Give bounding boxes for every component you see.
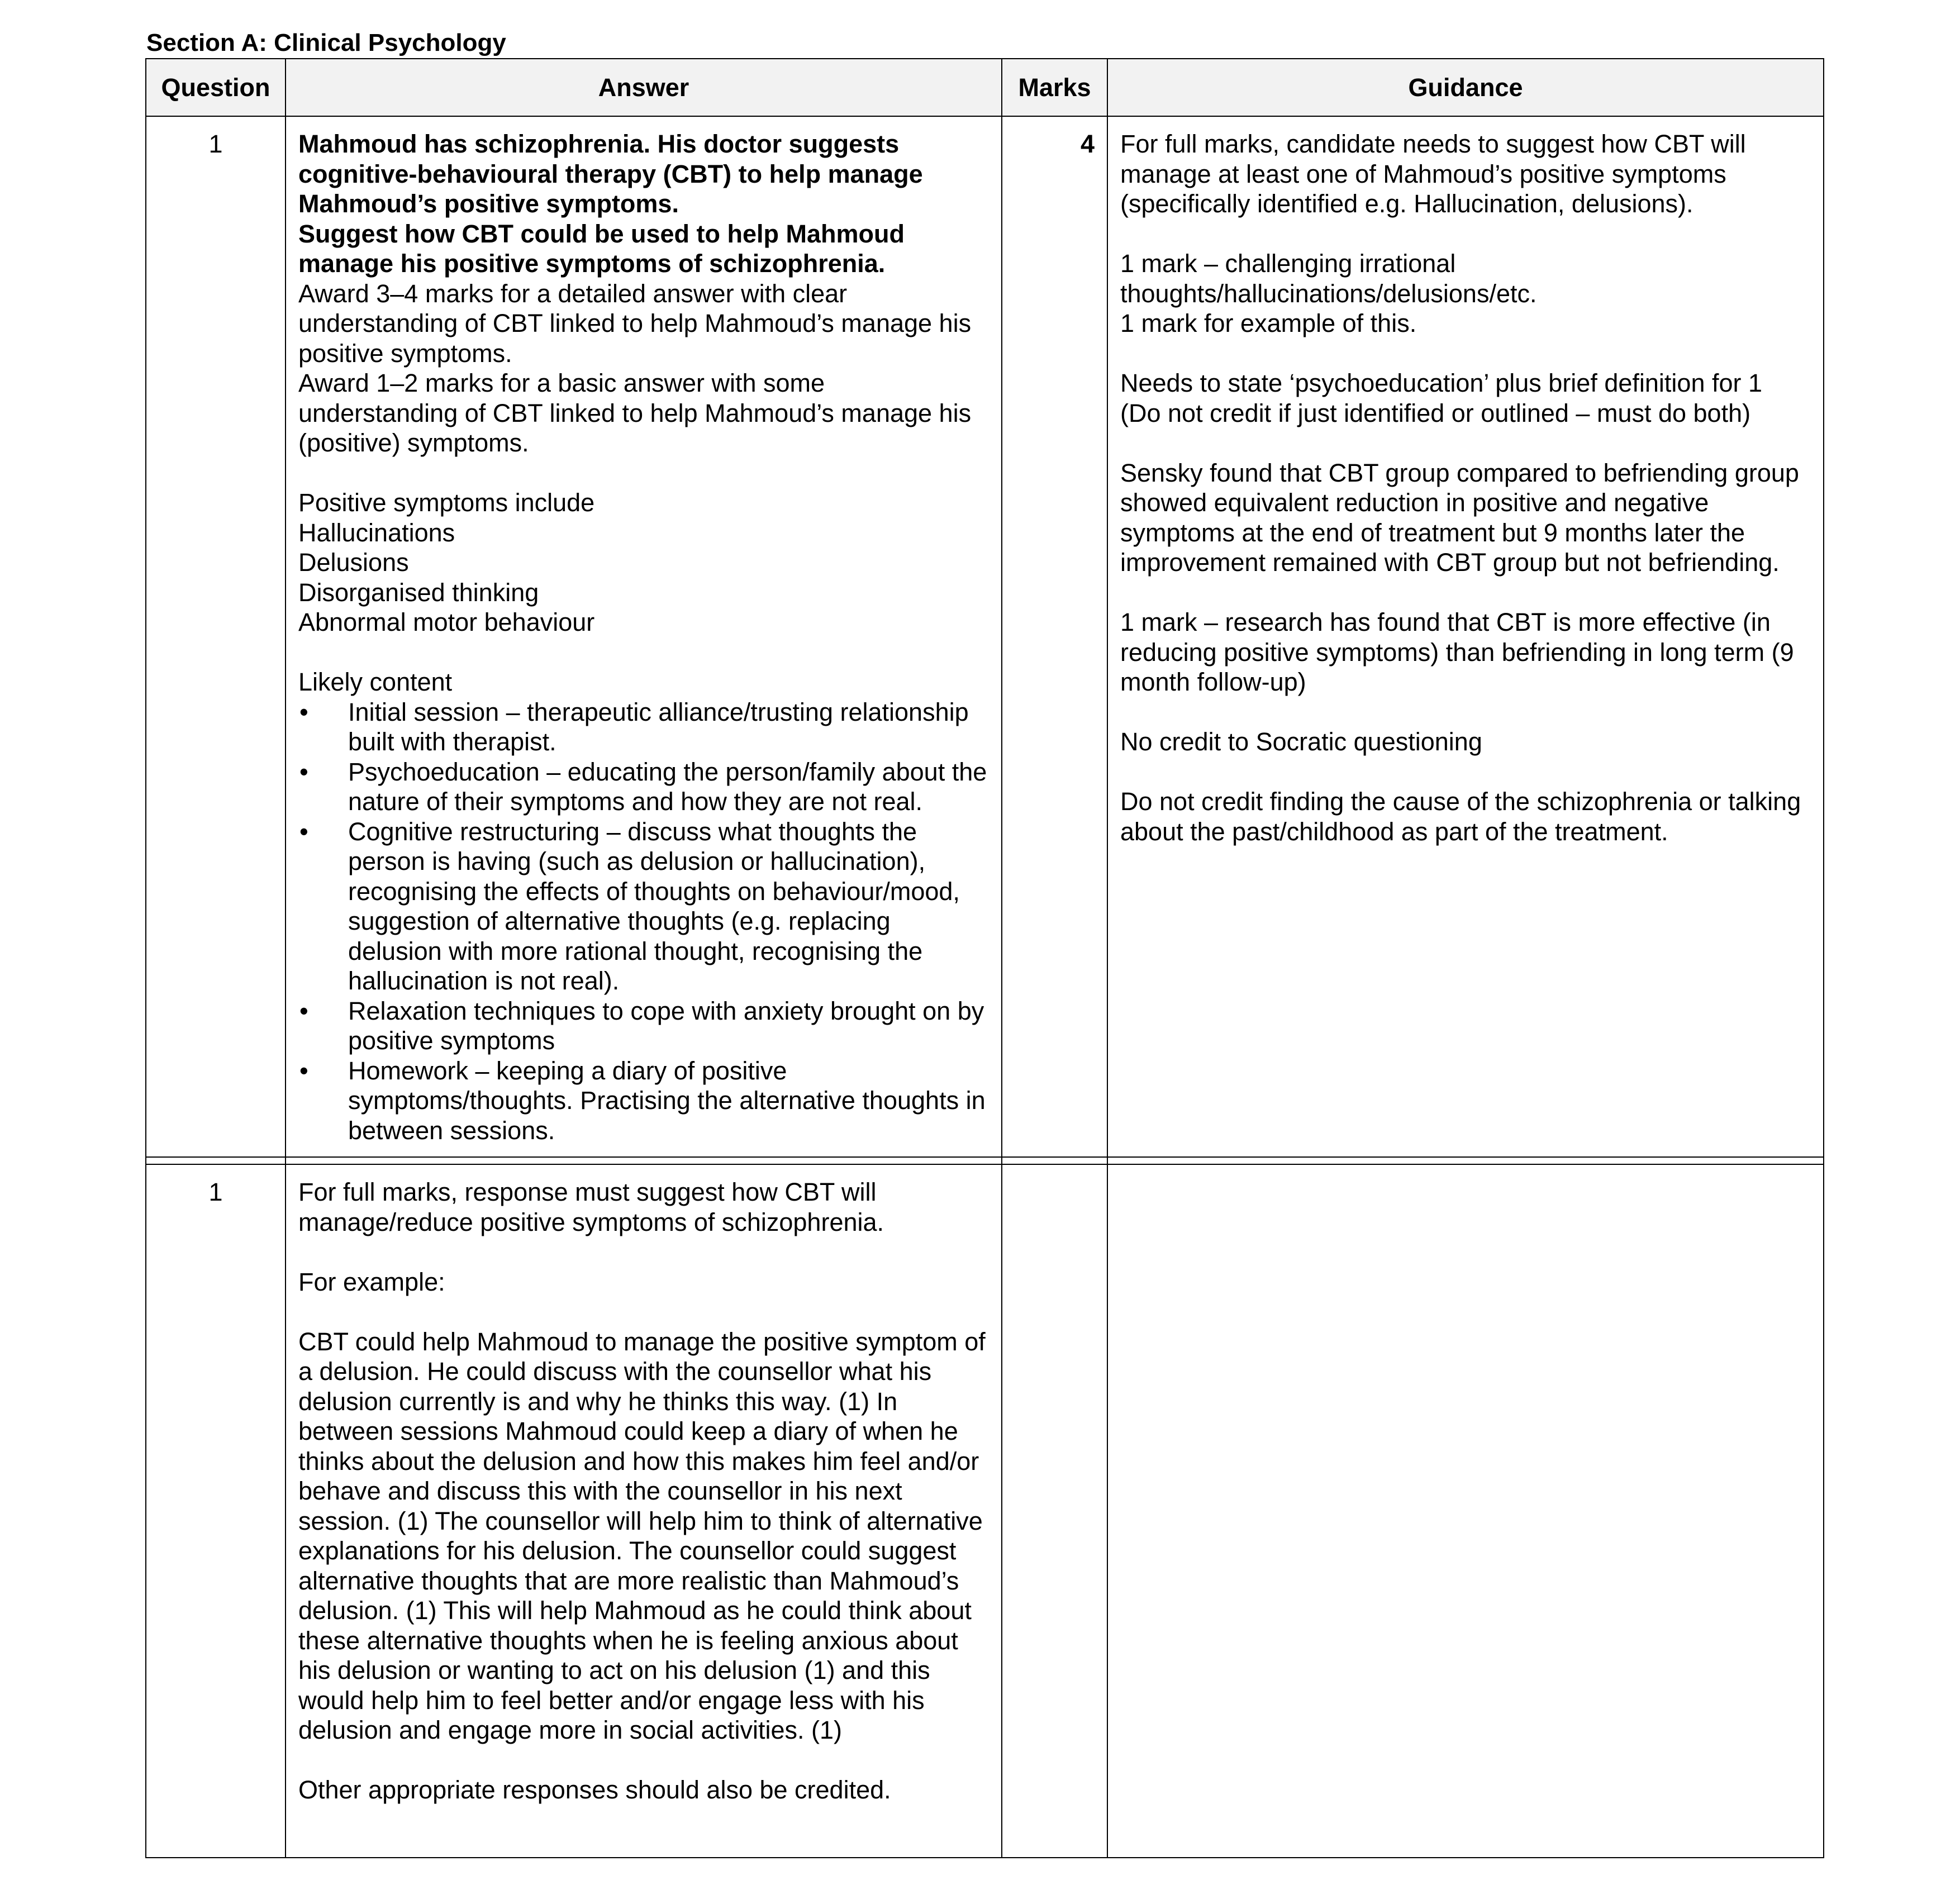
- separator-cell: [146, 1157, 286, 1164]
- row-separator: [146, 1157, 1824, 1164]
- guidance-line: (Do not credit if just identified or outlined – must do both): [1120, 398, 1751, 427]
- guidance-paragraph: Do not credit finding the cause of the schizophrenia or talking about the past/childhood as part of the treatment.: [1120, 787, 1801, 846]
- spacer: [1120, 339, 1811, 369]
- guidance-paragraph: For full marks, candidate needs to suggest how CBT will manage at least one of Mahmoud’s positive symptoms (specifically identified e.g. Hallucination, delusions).: [1120, 130, 1746, 218]
- bullet-icon: •: [299, 697, 308, 726]
- positive-symptoms-heading: Positive symptoms include: [298, 488, 595, 517]
- bullet-icon: •: [299, 1056, 308, 1085]
- table-header-row: [146, 59, 1824, 116]
- bullet-icon: •: [299, 996, 308, 1025]
- answer-paragraph: Other appropriate responses should also be credited.: [298, 1776, 891, 1804]
- guidance-paragraph: 1 mark – research has found that CBT is more effective (in reducing positive symptoms) than befriending in long term (9 month follow-up): [1120, 608, 1794, 696]
- list-item: [298, 697, 989, 757]
- bullet-icon: •: [299, 757, 308, 786]
- answer-cell: [286, 1164, 1002, 1858]
- guidance-line: 1 mark – challenging irrational thoughts/hallucinations/delusions/etc.: [1120, 249, 1537, 308]
- list-item-text: Cognitive restructuring – discuss what thoughts the person is having (such as delusion or hallucination), recognising the effects of thoughts on behaviour/mood, suggestion of alternative thoughts (e.g. replacing delusion with more rational thought, recognising the hallucination is not real).: [348, 817, 960, 995]
- marks-cell: [1002, 1164, 1107, 1858]
- table-row: [146, 1164, 1824, 1858]
- positive-symptom-item: Delusions: [298, 548, 409, 577]
- question-prompt: Mahmoud has schizophrenia. His doctor suggests cognitive-behavioural therapy (CBT) to help manage Mahmoud’s positive symptoms.: [298, 130, 923, 218]
- question-prompt-task: Suggest how CBT could be used to help Mahmoud manage his positive symptoms of schizophrenia.: [298, 219, 905, 278]
- marks-value: 4: [1002, 116, 1107, 1157]
- spacer: [298, 458, 989, 488]
- likely-content-list: [298, 697, 989, 1146]
- list-item: [298, 996, 989, 1056]
- bullet-icon: •: [299, 817, 308, 846]
- list-item-text: Initial session – therapeutic alliance/trusting relationship built with therapist.: [348, 697, 969, 756]
- separator-cell: [1107, 1157, 1824, 1164]
- spacer: [1120, 219, 1811, 249]
- list-item-text: Relaxation techniques to cope with anxiety brought on by positive symptoms: [348, 996, 984, 1055]
- question-number: 1: [146, 1164, 286, 1858]
- separator-cell: [286, 1157, 1002, 1164]
- list-item-text: Psychoeducation – educating the person/family about the nature of their symptoms and how they are not real.: [348, 757, 987, 816]
- award-level-high: Award 3–4 marks for a detailed answer with clear understanding of CBT linked to help Mahmoud’s manage his positive symptoms.: [298, 279, 972, 368]
- table-row: [146, 116, 1824, 1157]
- mark-scheme-table: [145, 58, 1824, 1858]
- spacer: [1120, 428, 1811, 458]
- positive-symptom-item: Abnormal motor behaviour: [298, 608, 595, 636]
- answer-paragraph: For full marks, response must suggest how CBT will manage/reduce positive symptoms of schizophrenia.: [298, 1178, 884, 1236]
- likely-content-heading: Likely content: [298, 668, 453, 696]
- spacer: [298, 1745, 989, 1776]
- spacer: [298, 1237, 989, 1267]
- spacer: [298, 637, 989, 668]
- list-item: [298, 817, 989, 996]
- positive-symptom-item: Hallucinations: [298, 518, 455, 547]
- spacer: [298, 1297, 989, 1327]
- spacer: [1120, 697, 1811, 727]
- answer-paragraph: For example:: [298, 1267, 445, 1296]
- guidance-cell: [1107, 116, 1824, 1157]
- spacer: [1120, 578, 1811, 608]
- guidance-line: Needs to state ‘psychoeducation’ plus brief definition for 1: [1120, 369, 1763, 397]
- section-title: Section A: Clinical Psychology: [146, 29, 506, 56]
- award-level-low: Award 1–2 marks for a basic answer with some understanding of CBT linked to help Mahmoud’s manage his (positive) symptoms.: [298, 369, 972, 457]
- header-guidance: Guidance: [1107, 59, 1824, 116]
- example-answer: CBT could help Mahmoud to manage the positive symptom of a delusion. He could discuss with the counsellor what his delusion currently is and why he thinks this way. (1) In between sessions Mahmoud could keep a diary of when he thinks about the delusion and how this makes him feel and/or behave and discuss this with the counsellor in his next session. (1) The counsellor will help him to think of alternative explanations for his delusion. The counsellor could suggest alternative thoughts that are more realistic than Mahmoud’s delusion. (1) This will help Mahmoud as he could think about these alternative thoughts when he is feeling anxious about his delusion or wanting to act on his delusion (1) and this would help him to feel better and/or engage less with his delusion and engage more in social activities. (1): [298, 1327, 986, 1744]
- guidance-cell: [1107, 1164, 1824, 1858]
- separator-cell: [1002, 1157, 1107, 1164]
- header-question: Question: [146, 59, 286, 116]
- list-item: [298, 1056, 989, 1146]
- list-item: [298, 757, 989, 817]
- list-item-text: Homework – keeping a diary of positive symptoms/thoughts. Practising the alternative thoughts in between sessions.: [348, 1056, 986, 1145]
- guidance-paragraph: Sensky found that CBT group compared to befriending group showed equivalent reduction in positive and negative symptoms at the end of treatment but 9 months later the improvement remained with CBT group but not befriending.: [1120, 458, 1799, 577]
- guidance-line: 1 mark for example of this.: [1120, 309, 1417, 337]
- answer-cell: [286, 116, 1002, 1157]
- header-answer: Answer: [286, 59, 1002, 116]
- guidance-paragraph: No credit to Socratic questioning: [1120, 727, 1482, 756]
- question-number: 1: [146, 116, 286, 1157]
- header-marks: Marks: [1002, 59, 1107, 116]
- positive-symptom-item: Disorganised thinking: [298, 578, 539, 607]
- spacer: [1120, 757, 1811, 787]
